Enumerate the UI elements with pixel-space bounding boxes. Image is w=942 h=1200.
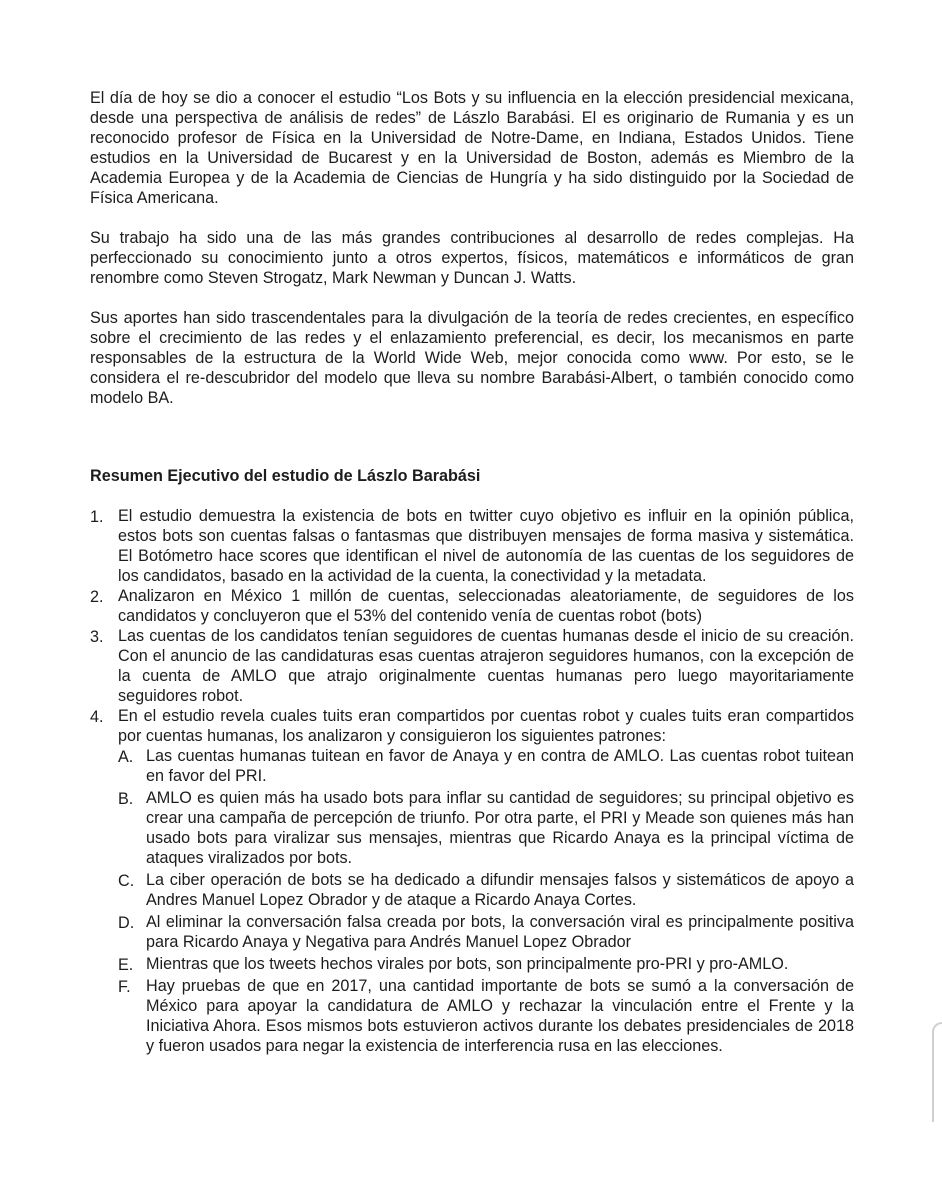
summary-list — [90, 506, 854, 746]
sublist-item — [118, 870, 854, 910]
list-item-text: En el estudio revela cuales tuits eran compartidos por cuentas robot y cuales tuits eran compartidos por cuentas humanas, los analizaron y consiguieron los siguientes patrones: — [118, 707, 854, 745]
sublist-item-text: Al eliminar la conversación falsa creada por bots, la conversación viral es principalmente positiva para Ricardo Anaya y Negativa para Andrés Manuel Lopez Obrador — [146, 913, 854, 951]
sublist-item — [118, 976, 854, 1056]
page-corner-mark — [932, 1022, 942, 1122]
list-item — [90, 626, 854, 706]
sublist-item-text: Hay pruebas de que en 2017, una cantidad importante de bots se sumó a la conversación de México para apoyar la candidatura de AMLO y rechazar la vinculación entre el Frente y la Iniciativa Ahora. Esos mismos bots estuvieron activos durante los debates presidenciales de 2018 y fueron usados para negar la existencia de interferencia rusa en las elecciones. — [146, 977, 854, 1055]
summary-heading: Resumen Ejecutivo del estudio de Lászlo Barabási — [90, 467, 481, 485]
patterns-sublist — [90, 746, 854, 1056]
list-item — [90, 506, 854, 586]
sublist-item — [118, 746, 854, 786]
document-body — [90, 88, 854, 1058]
list-item — [90, 706, 854, 746]
sublist-item — [118, 912, 854, 952]
list-item-text: El estudio demuestra la existencia de bots en twitter cuyo objetivo es influir en la opinión pública, estos bots son cuentas falsas o fantasmas que distribuyen mensajes de forma masiva y sistemática. El Botómetro hace scores que identifican el nivel de autonomía de las cuentas de los seguidores de los candidatos, basado en la actividad de la cuenta, la conectividad y la metadata. — [118, 507, 854, 585]
list-item-text: Analizaron en México 1 millón de cuentas, seleccionadas aleatoriamente, de seguidores de los candidatos y concluyeron que el 53% del contenido venía de cuentas robot (bots) — [118, 587, 854, 625]
list-number: 4. — [90, 708, 104, 726]
sublist-item-text: Las cuentas humanas tuitean en favor de Anaya y en contra de AMLO. Las cuentas robot tuitean en favor del PRI. — [146, 747, 854, 785]
sublist-letter: F. — [118, 978, 131, 996]
list-item-text: Las cuentas de los candidatos tenían seguidores de cuentas humanas desde el inicio de su creación. Con el anuncio de las candidaturas esas cuentas atrajeron seguidores humanos, con la excepción de la cuenta de AMLO que atrajo originalmente cuentas humanas pero luego mayoritariamente seguidores robot. — [118, 627, 854, 705]
sublist-item-text: Mientras que los tweets hechos virales por bots, son principalmente pro-PRI y pro-AMLO. — [146, 955, 789, 973]
intro-paragraph-1: El día de hoy se dio a conocer el estudio “Los Bots y su influencia en la elección presidencial mexicana, desde una perspectiva de análisis de redes” de Lászlo Barabási. El es originario de Rumania y es un reconocido profesor de Física en la Universidad de Notre-Dame, en Indiana, Estados Unidos. Tiene estudios en la Universidad de Bucarest y en la Universidad de Boston, además es Miembro de la Academia Europea y de la Academia de Ciencias de Hungría y ha sido distinguido por la Sociedad de Física Americana. — [90, 89, 854, 207]
list-number: 3. — [90, 628, 104, 646]
sublist-item — [118, 954, 854, 974]
sublist-letter: B. — [118, 790, 134, 808]
sublist-item — [118, 788, 854, 868]
list-number: 1. — [90, 508, 104, 526]
sublist-letter: A. — [118, 748, 134, 766]
sublist-letter: D. — [118, 914, 135, 932]
sublist-item-text: AMLO es quien más ha usado bots para inflar su cantidad de seguidores; su principal objetivo es crear una campaña de percepción de triunfo. Por otra parte, el PRI y Meade son quienes más han usado bots para viralizar sus mensajes, mientras que Ricardo Anaya es la principal víctima de ataques viralizados por bots. — [146, 789, 854, 867]
list-number: 2. — [90, 588, 104, 606]
sublist-letter: E. — [118, 956, 134, 974]
intro-paragraph-2: Su trabajo ha sido una de las más grandes contribuciones al desarrollo de redes complejas. Ha perfeccionado su conocimiento junto a otros expertos, físicos, matemáticos e informáticos de gran renombre como Steven Strogatz, Mark Newman y Duncan J. Watts. — [90, 229, 854, 287]
sublist-letter: C. — [118, 872, 135, 890]
intro-paragraph-3: Sus aportes han sido trascendentales para la divulgación de la teoría de redes crecientes, en específico sobre el crecimiento de las redes y el enlazamiento preferencial, es decir, los mecanismos en parte responsables de la estructura de la World Wide Web, mejor conocida como www. Por esto, se le considera el re-descubridor del modelo que lleva su nombre Barabási-Albert, o también conocido como modelo BA. — [90, 309, 854, 407]
list-item — [90, 586, 854, 626]
sublist-item-text: La ciber operación de bots se ha dedicado a difundir mensajes falsos y sistemáticos de apoyo a Andres Manuel Lopez Obrador y de ataque a Ricardo Anaya Cortes. — [146, 871, 854, 909]
